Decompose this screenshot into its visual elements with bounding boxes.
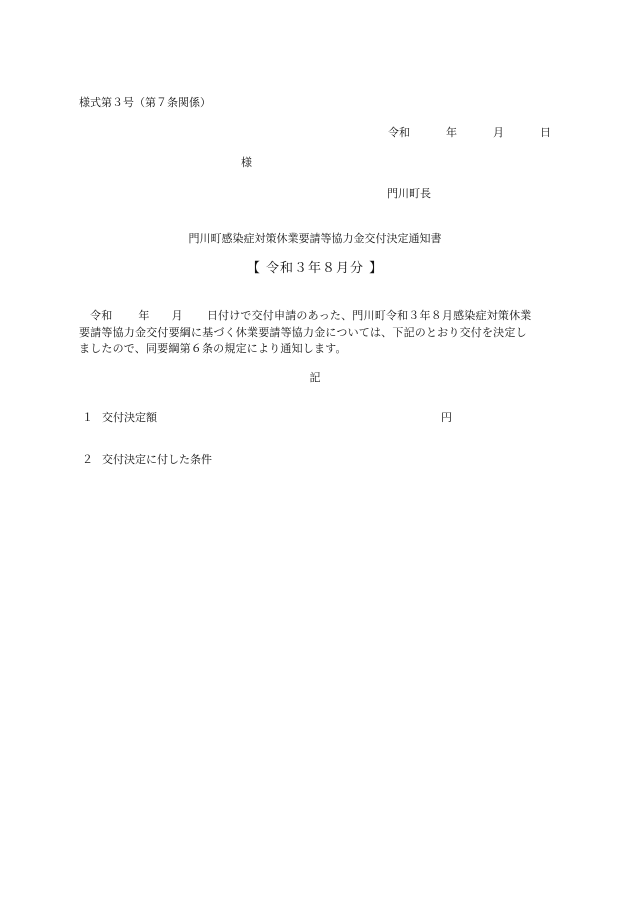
- form-number: 様式第３号（第７条関係）: [79, 96, 211, 109]
- body-line-1: [79, 308, 551, 325]
- ki-heading: 記: [309, 371, 321, 384]
- body-line-1-rest: 日付けで交付申請のあった、門川町令和３年８月感染症対策休業: [206, 309, 532, 322]
- date-line: [388, 127, 550, 139]
- body-line-2: 要請等協力金交付要綱に基づく休業要請等協力金については、下記のとおり交付を決定し: [79, 325, 527, 339]
- item-2-number: ２: [82, 453, 93, 466]
- issuer-name: 門川町長: [387, 187, 431, 200]
- item-1-number: １: [82, 411, 93, 424]
- item-1-label: 交付決定額: [102, 411, 157, 424]
- item-2-label: 交付決定に付した条件: [102, 453, 212, 466]
- date-year-unit: 年: [446, 126, 457, 139]
- addressee-honorific: 様: [241, 156, 252, 169]
- document-subtitle: 【 令和３年８月分 】: [246, 261, 384, 276]
- body-month-unit: 月: [171, 309, 183, 322]
- date-month-unit: 月: [493, 126, 504, 139]
- date-era: 令和: [388, 126, 410, 139]
- item-1-unit: 円: [441, 411, 452, 424]
- body-line-3: ましたので、同要綱第６条の規定により通知します。: [79, 342, 347, 355]
- body-era: 令和: [90, 309, 113, 322]
- document-title: 門川町感染症対策休業要請等協力金交付決定通知書: [188, 232, 442, 245]
- body-year-unit: 年: [138, 309, 150, 322]
- date-day-unit: 日: [540, 126, 551, 139]
- body-paragraph: [79, 308, 551, 358]
